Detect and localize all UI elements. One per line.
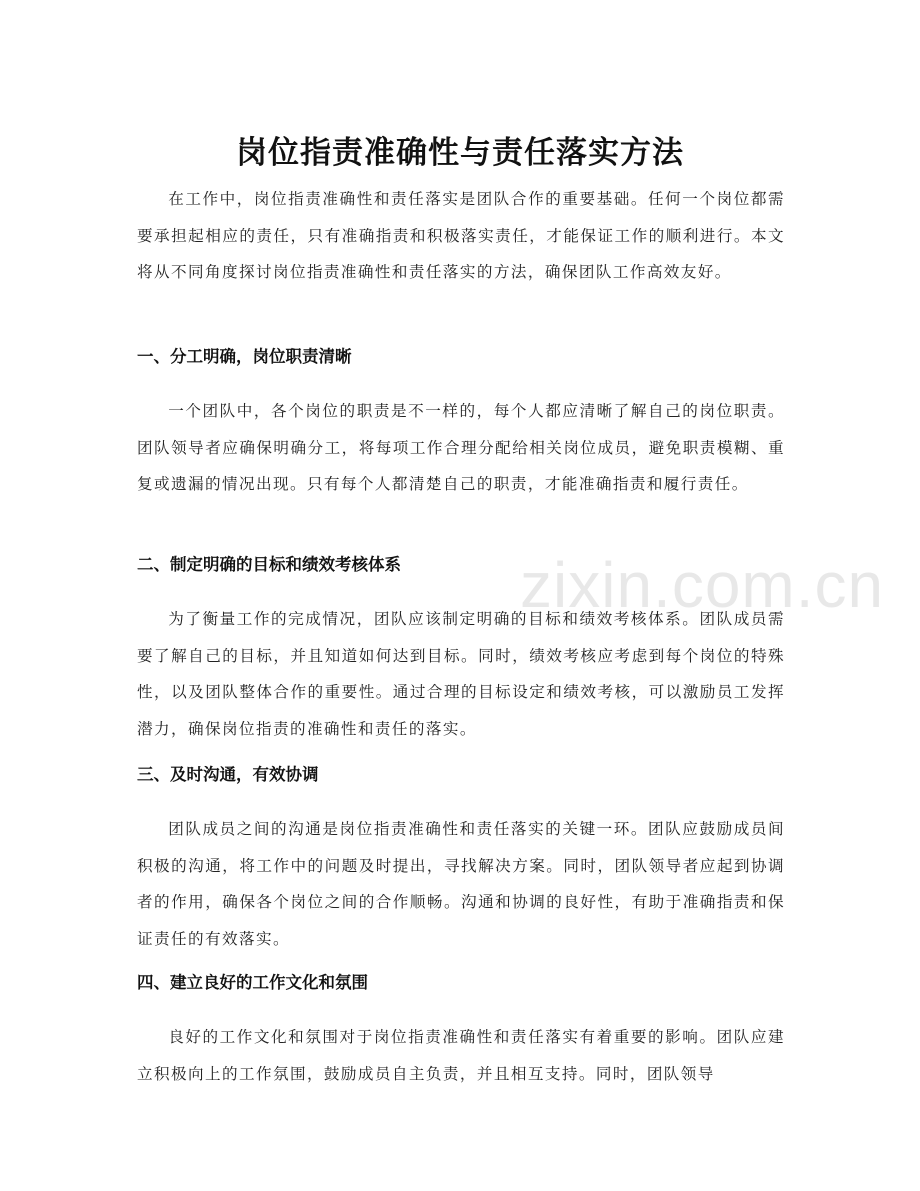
intro-paragraph: 在工作中，岗位指责准确性和责任落实是团队合作的重要基础。任何一个岗位都需要承担起相应的责任，只有准确指责和积极落实责任，才能保证工作的顺利进行。本文将从不同角度探讨岗位指责准确性和责任落实的方法，确保团队工作高效友好。: [137, 190, 785, 281]
page-title: 岗位指责准确性与责任落实方法: [236, 134, 684, 171]
section-body-3: 团队成员之间的沟通是岗位指责准确性和责任落实的关键一环。团队应鼓励成员间积极的沟通，将工作中的问题及时提出，寻找解决方案。同时，团队领导者应起到协调者的作用，确保各个岗位之间的合作顺畅。沟通和协调的良好性，有助于准确指责和保证责任的有效落实。: [137, 820, 785, 948]
section-heading-4: 四、建立良好的工作文化和氛围: [137, 973, 368, 992]
section-heading-3: 三、及时沟通，有效协调: [137, 765, 319, 784]
section-body-4: 良好的工作文化和氛围对于岗位指责准确性和责任落实有着重要的影响。团队应建立积极向上的工作氛围，鼓励成员自主负责，并且相互支持。同时，团队领导: [137, 1028, 785, 1083]
section-heading-1: 一、分工明确，岗位职责清晰: [137, 347, 352, 366]
section-body-2: 为了衡量工作的完成情况，团队应该制定明确的目标和绩效考核体系。团队成员需要了解自己的目标，并且知道如何达到目标。同时，绩效考核应考虑到每个岗位的特殊性，以及团队整体合作的重要性。通过合理的目标设定和绩效考核，可以激励员工发挥潜力，确保岗位指责的准确性和责任的落实。: [137, 610, 785, 738]
watermark: zixin.com.cn: [520, 549, 885, 621]
section-heading-2: 二、制定明确的目标和绩效考核体系: [137, 555, 401, 574]
section-body-1: 一个团队中，各个岗位的职责是不一样的，每个人都应清晰了解自己的岗位职责。团队领导者应确保明确分工，将每项工作合理分配给相关岗位成员，避免职责模糊、重复或遗漏的情况出现。只有每个人都清楚自己的职责，才能准确指责和履行责任。: [137, 402, 785, 493]
